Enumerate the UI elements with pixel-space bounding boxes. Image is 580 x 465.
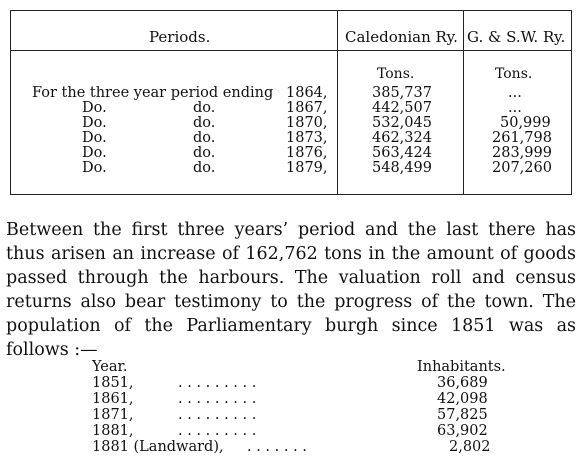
row-year: 1876, [286, 145, 328, 161]
table-col-rule-2 [463, 10, 464, 195]
row-year: 1864, [286, 85, 328, 101]
unit-caledonian: Tons. [377, 66, 415, 82]
leader-dots: . . . . . . . . . [178, 407, 257, 423]
header-inhabitants: Inhabitants. [417, 359, 506, 375]
pop-row-inhabitants: 2,802 [449, 439, 491, 455]
pop-row-inhabitants: 36,689 [437, 375, 488, 391]
table-header-rule [10, 50, 572, 51]
row-year: 1870, [286, 115, 328, 131]
header-year: Year. [92, 359, 128, 375]
table-col-rule-1 [337, 10, 338, 195]
row-do: do. [193, 160, 216, 176]
leader-dots: . . . . . . . [247, 439, 307, 455]
row-gsw: 50,999 [500, 115, 551, 131]
pop-row-inhabitants: 57,825 [437, 407, 488, 423]
table-top-rule [10, 10, 572, 11]
row-label: Do. [82, 160, 107, 176]
table-bottom-rule [10, 194, 572, 195]
row-label: For the three year period ending [32, 85, 274, 101]
row-label: Do. [82, 145, 107, 161]
row-caledonian: 442,507 [372, 100, 432, 116]
pop-row-inhabitants: 63,902 [437, 423, 488, 439]
leader-dots: . . . . . . . . . [178, 423, 257, 439]
row-gsw: ... [508, 85, 522, 101]
row-year: 1879, [286, 160, 328, 176]
pop-row-inhabitants: 42,098 [437, 391, 488, 407]
row-label: Do. [82, 100, 107, 116]
unit-gsw: Tons. [495, 66, 533, 82]
row-gsw: 207,260 [492, 160, 552, 176]
row-gsw: 261,798 [492, 130, 552, 146]
table-left-rule [10, 10, 11, 195]
leader-dots: . . . . . . . . . [178, 375, 257, 391]
row-caledonian: 548,499 [372, 160, 432, 176]
pop-row-year: 1851, [92, 375, 134, 391]
pop-row-year: 1881 (Landward), [92, 439, 224, 455]
pop-row-year: 1881, [92, 423, 134, 439]
header-periods: Periods. [149, 28, 211, 46]
row-do: do. [193, 130, 216, 146]
row-gsw: ... [508, 100, 522, 116]
freight-table [10, 10, 572, 195]
row-do: do. [193, 145, 216, 161]
table-right-rule [571, 10, 572, 195]
pop-row-year: 1861, [92, 391, 134, 407]
row-gsw: 283,999 [492, 145, 552, 161]
header-gsw: G. & S.W. Ry. [467, 28, 566, 46]
header-caledonian: Caledonian Ry. [345, 28, 458, 46]
row-do: do. [193, 100, 216, 116]
leader-dots: . . . . . . . . . [178, 391, 257, 407]
row-caledonian: 532,045 [372, 115, 432, 131]
row-caledonian: 563,424 [372, 145, 432, 161]
row-label: Do. [82, 115, 107, 131]
row-year: 1867, [286, 100, 328, 116]
population-table [0, 360, 580, 465]
row-label: Do. [82, 130, 107, 146]
body-paragraph [6, 218, 576, 362]
pop-row-year: 1871, [92, 407, 134, 423]
row-caledonian: 462,324 [372, 130, 432, 146]
row-year: 1873, [286, 130, 328, 146]
row-caledonian: 385,737 [372, 85, 432, 101]
row-do: do. [193, 115, 216, 131]
paragraph-text: Between the first three years’ period and the last there has thus arisen an increase of 162,762 tons in the amount of goods passed through the harbours. The valuation roll and census returns also bear testimony to the progress of the town. The population of the Parliamentary burgh since 1851 was as follows :— [6, 220, 576, 360]
